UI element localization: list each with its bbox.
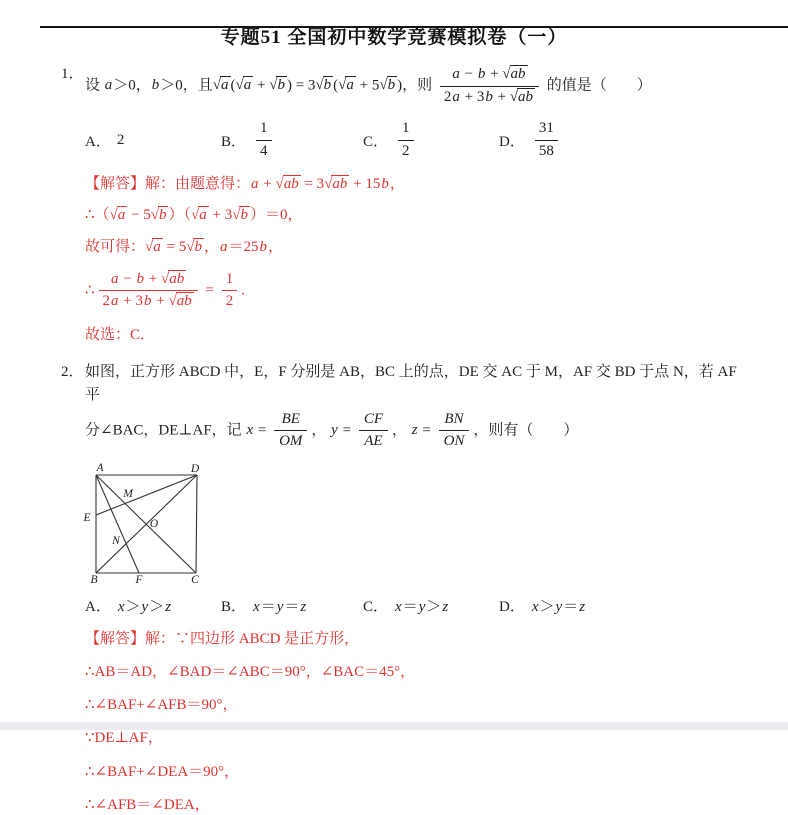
math-token: z: [441, 599, 449, 615]
figure-label-D: D: [190, 463, 200, 475]
math-token: +: [486, 66, 502, 82]
q1-options: [85, 117, 788, 163]
math-token: ∴（: [85, 207, 110, 223]
math-token: ＝: [563, 599, 578, 615]
math-token: √a: [145, 239, 163, 255]
q2-stem: [85, 361, 738, 454]
math-token: x: [117, 599, 126, 615]
math-token: √ab: [324, 176, 349, 192]
math-token: ∴AB＝AD，∠BAD＝∠ABC＝90°，∠BAC＝45°，: [85, 664, 415, 680]
question-1: [0, 63, 788, 345]
math-token: +: [494, 89, 510, 105]
q2-solution-line: [85, 728, 788, 748]
math-token: ，: [390, 176, 405, 192]
q1-option-d-label: D．: [499, 130, 525, 151]
figure-label-B: B: [90, 574, 97, 586]
q1-option-b: [221, 117, 363, 163]
bottom-strip: [0, 722, 788, 730]
figure-label-F: F: [134, 574, 143, 586]
math-token: AE: [363, 433, 383, 449]
math-token: a: [104, 77, 114, 93]
figure-label-O: O: [150, 518, 159, 530]
figure-segment: [196, 475, 197, 573]
math-token: z: [578, 599, 586, 615]
math-token: √ab: [502, 66, 527, 82]
math-token: ON: [443, 433, 466, 449]
math-token: 【解答】解：∵四边形 ABCD 是正方形，: [85, 631, 359, 647]
math-token: z: [411, 422, 419, 438]
q1-option-c-label: C．: [363, 130, 388, 151]
math-token: 2: [103, 293, 111, 309]
math-token: b: [477, 66, 487, 82]
math-token: 2: [226, 293, 234, 309]
q2-option-b-value: [252, 595, 307, 616]
math-token: √b: [151, 207, 169, 223]
q2-option-d-label: D．: [499, 595, 525, 616]
q2-figure: [80, 460, 220, 585]
math-token: ，: [268, 239, 283, 255]
math-token: −: [120, 271, 136, 287]
math-token: [439, 410, 470, 452]
math-token: [99, 270, 198, 312]
math-token: ＝: [261, 599, 276, 615]
math-token: ）（: [168, 207, 191, 223]
q2-solution-line: [85, 762, 788, 782]
q2-option-c: [363, 595, 499, 616]
math-token: [274, 410, 307, 452]
q2-options: [85, 595, 788, 616]
q2-option-a-label: A．: [85, 595, 111, 616]
figure-label-E: E: [82, 512, 90, 524]
q2-option-b: [221, 595, 363, 616]
math-token: y: [330, 422, 339, 438]
math-token: ＞: [149, 599, 164, 615]
math-token: z: [299, 599, 307, 615]
document-page: [0, 22, 788, 730]
q2-figure-wrap: [80, 460, 788, 585]
math-token: [359, 410, 388, 452]
math-token: √a: [236, 77, 254, 93]
q1-option-a: [85, 130, 221, 151]
q2-option-c-label: C．: [363, 595, 388, 616]
math-token: a: [110, 293, 120, 309]
q2-number: 2．: [61, 361, 84, 384]
math-token: OM: [278, 433, 303, 449]
math-token: a: [451, 89, 461, 105]
q1-solution-line: [85, 268, 788, 314]
q1-option-d-value: [531, 117, 562, 163]
math-token: a: [451, 66, 461, 82]
math-token: √a: [110, 207, 128, 223]
math-token: 设: [85, 77, 104, 93]
q1-option-d: [499, 117, 788, 163]
math-token: √ab: [168, 293, 193, 309]
q1-stem-post: 的值是（ ）: [547, 77, 652, 93]
figure-label-C: C: [191, 574, 199, 586]
math-token: [398, 119, 414, 161]
math-token: =: [339, 422, 355, 438]
math-token: ，: [204, 239, 219, 255]
top-rule: [40, 26, 788, 28]
math-token: ）＝0，: [250, 207, 303, 223]
math-token: 2: [117, 132, 125, 148]
math-token: 故选：C．: [85, 327, 155, 343]
math-token: √b: [186, 239, 204, 255]
math-token: x: [531, 599, 540, 615]
math-token: a: [219, 239, 229, 255]
math-token: )，则: [397, 77, 432, 93]
math-token: x: [245, 422, 254, 438]
q1-stem-fraction: [436, 77, 543, 93]
math-token: y: [555, 599, 564, 615]
math-token: ＝: [403, 599, 418, 615]
math-token: 31: [539, 120, 554, 136]
question-2: [0, 361, 788, 815]
math-token: +: [153, 293, 169, 309]
q1-solution: [85, 174, 788, 345]
math-token: √a: [213, 77, 231, 93]
math-token: z: [164, 599, 172, 615]
math-token: +: [260, 176, 276, 192]
math-token: = 5: [163, 239, 186, 255]
q2-stem-line2: [85, 408, 738, 454]
math-token: [440, 65, 539, 107]
q2-solution-line: [85, 795, 788, 815]
math-token: − 5: [127, 207, 150, 223]
q1-option-a-value: [117, 132, 125, 149]
math-token: CF: [363, 411, 384, 427]
math-token: b: [380, 176, 390, 192]
math-token: ∴∠BAF+∠DEA＝90°，: [85, 764, 239, 780]
math-token: ∴: [85, 282, 95, 298]
q1-option-a-label: A．: [85, 130, 111, 151]
q2-solution-line: [85, 629, 788, 649]
math-token: √ab: [275, 176, 300, 192]
q2-stem-line1: 如图，正方形 ABCD 中，E，F 分别是 AB，BC 上的点，DE 交 AC 于 M，AF 交 BD 于点 N，若 AF 平: [85, 364, 737, 403]
math-token: 2: [444, 89, 452, 105]
figure-label-M: M: [122, 488, 134, 500]
math-token: 1: [260, 120, 268, 136]
math-token: .: [241, 282, 245, 298]
math-token: ，则有（ ）: [473, 422, 578, 438]
q1-solution-line: [85, 237, 788, 257]
math-token: ＞: [426, 599, 441, 615]
q1-solution-line: [85, 325, 788, 345]
q1-number: 1．: [61, 63, 84, 86]
q2-solution-line: [85, 695, 788, 715]
math-token: √b: [232, 207, 250, 223]
math-token: + 5: [356, 77, 379, 93]
math-token: b: [143, 293, 153, 309]
q2-option-d: [499, 595, 788, 616]
math-token: ∵DE⊥AF，: [85, 730, 163, 746]
q2-solution-line: [85, 662, 788, 682]
math-token: b: [258, 239, 268, 255]
math-token: ，: [392, 422, 411, 438]
q2-option-c-value: [394, 595, 449, 616]
math-token: ∴∠BAF+∠AFB＝90°，: [85, 697, 238, 713]
q1-stem: [85, 63, 738, 109]
math-token: ) = 3: [287, 77, 315, 93]
math-token: ＝: [284, 599, 299, 615]
math-token: √ab: [161, 271, 186, 287]
math-token: +: [145, 271, 161, 287]
q2-option-a: [85, 595, 221, 616]
math-token: =: [254, 422, 270, 438]
math-token: =: [419, 422, 435, 438]
q1-solution-line: [85, 174, 788, 194]
math-token: √a: [338, 77, 356, 93]
math-token: a: [250, 176, 260, 192]
math-token: −: [461, 66, 477, 82]
math-token: + 15: [349, 176, 380, 192]
math-token: 4: [260, 143, 268, 159]
math-token: ，: [311, 422, 330, 438]
math-token: + 3: [209, 207, 232, 223]
math-token: y: [141, 599, 150, 615]
q1-option-b-value: [252, 117, 276, 163]
math-token: ＝25: [228, 239, 258, 255]
math-token: √b: [269, 77, 287, 93]
math-token: ＞: [540, 599, 555, 615]
q2-option-b-label: B．: [221, 595, 246, 616]
math-token: 分∠BAC，DE⊥AF，记: [85, 422, 245, 438]
math-token: (: [231, 77, 236, 93]
math-token: y: [276, 599, 285, 615]
math-token: = 3: [301, 176, 324, 192]
page-title: 专题51 全国初中数学竞赛模拟卷（一）: [0, 22, 788, 49]
math-token: a: [110, 271, 120, 287]
math-token: [256, 119, 272, 161]
math-token: b: [151, 77, 161, 93]
math-token: BE: [281, 411, 301, 427]
math-token: x: [252, 599, 261, 615]
math-token: x: [394, 599, 403, 615]
math-token: ＞0，: [113, 77, 151, 93]
math-token: [222, 270, 238, 312]
q1-option-b-label: B．: [221, 130, 246, 151]
math-token: √b: [379, 77, 397, 93]
math-token: √ab: [510, 89, 535, 105]
q1-solution-line: [85, 205, 788, 225]
math-token: 1: [402, 120, 410, 136]
math-token: 58: [539, 143, 554, 159]
q2-option-d-value: [531, 595, 586, 616]
math-token: + 3: [120, 293, 143, 309]
math-token: ＞0，且: [160, 77, 213, 93]
math-token: √b: [315, 77, 333, 93]
math-token: + 3: [461, 89, 484, 105]
math-token: b: [484, 89, 494, 105]
q1-option-c-value: [394, 117, 418, 163]
math-token: 【解答】解：由题意得：: [85, 176, 250, 192]
math-token: 2: [402, 143, 410, 159]
math-token: =: [202, 282, 218, 298]
math-token: √a: [191, 207, 209, 223]
math-token: y: [418, 599, 427, 615]
math-token: BN: [443, 411, 464, 427]
q1-stem-formula-pre: [85, 77, 432, 93]
math-token: b: [136, 271, 146, 287]
math-token: [535, 119, 558, 161]
figure-label-N: N: [111, 535, 121, 547]
q2-option-a-value: [117, 595, 172, 616]
math-token: 故可得：: [85, 239, 145, 255]
q1-option-c: [363, 117, 499, 163]
math-token: ＞: [126, 599, 141, 615]
math-token: +: [253, 77, 269, 93]
figure-label-A: A: [95, 462, 104, 474]
math-token: (: [333, 77, 338, 93]
math-token: ∴∠AFB＝∠DEA，: [85, 797, 210, 813]
math-token: 1: [226, 271, 234, 287]
